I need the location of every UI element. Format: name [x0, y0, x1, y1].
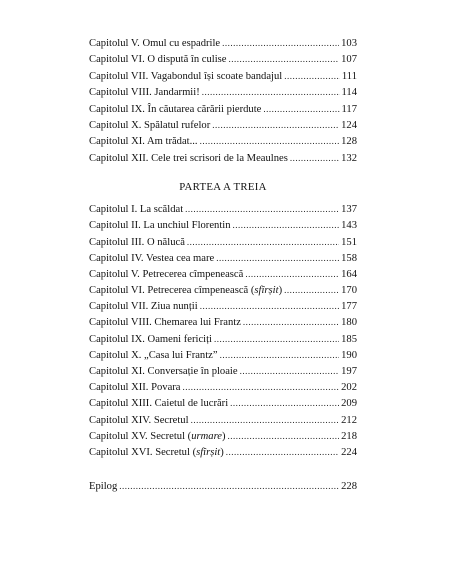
leader-dots: [216, 250, 339, 266]
leader-dots: [263, 101, 339, 117]
toc-entry: [89, 379, 357, 395]
toc-section-epilog: [89, 478, 357, 494]
toc-entry-title: Capitolul VI. Petrecerea cîmpenească (sfîrșit): [89, 285, 283, 297]
toc-entry: [89, 266, 357, 282]
leader-dots: [233, 217, 340, 233]
toc-entry-title: Capitolul XII. Povara: [89, 382, 181, 394]
toc-entry-page: 103: [341, 38, 357, 49]
toc-entry-page: 107: [341, 54, 357, 66]
leader-dots: [230, 395, 339, 411]
toc-entry-title: Capitolul V. Petrecerea cîmpenească: [89, 268, 244, 280]
leader-dots: [214, 331, 339, 347]
leader-dots: [187, 234, 339, 250]
toc-entry: [89, 234, 357, 250]
toc-entry-title: Capitolul XV. Secretul (urmare): [89, 430, 226, 442]
toc-entry: [89, 444, 357, 460]
toc-entry-title: Capitolul VIII. Jandarmii!: [89, 87, 200, 99]
leader-dots: [245, 266, 339, 282]
toc-entry: [89, 133, 357, 149]
toc-entry-title: Capitolul I. La scăldat: [89, 204, 184, 216]
toc-entry-page: 209: [341, 398, 357, 410]
toc-entry-page: 151: [341, 236, 357, 248]
toc-entry-title: Capitolul XIII. Caietul de lucrări: [89, 398, 229, 410]
toc-entry: [89, 363, 357, 379]
toc-entry-title: Capitolul VIII. Chemarea lui Frantz: [89, 317, 241, 329]
toc-entry-title: Capitolul VI. O dispută în culise: [89, 54, 227, 66]
toc-entry-title: Epilog: [89, 481, 118, 493]
toc-entry: [89, 347, 357, 363]
leader-dots: [119, 478, 339, 494]
leader-dots: [220, 347, 340, 363]
toc-entry-page: 137: [341, 204, 357, 216]
toc-entry-page: 124: [341, 119, 357, 131]
toc-entry-page: 164: [341, 268, 357, 280]
toc-entry-page: 143: [341, 220, 357, 232]
leader-dots: [284, 282, 339, 298]
toc-entry: [89, 35, 357, 51]
toc-entry: [89, 412, 357, 428]
toc-entry-page: 197: [341, 366, 357, 377]
toc-entry: [89, 217, 357, 233]
toc-entry: [89, 298, 357, 314]
toc-entry-page: 111: [341, 70, 357, 82]
leader-dots: [243, 314, 339, 330]
toc-entry-title: Capitolul IX. Oameni fericiți: [89, 333, 212, 345]
toc-entry-page: 190: [341, 349, 357, 361]
toc-entry: [89, 150, 357, 166]
leader-dots: [240, 363, 340, 379]
toc-entry-page: 177: [341, 301, 357, 313]
toc-entry: [89, 117, 357, 133]
toc-entry-page: 114: [341, 87, 357, 99]
table-of-contents: [89, 35, 357, 495]
leader-dots: [226, 444, 339, 460]
toc-entry-title: Capitolul X. „Casa lui Frantz”: [89, 349, 218, 361]
toc-entry-page: 185: [341, 333, 357, 345]
toc-entry-page: 224: [341, 446, 357, 458]
leader-dots: [183, 379, 340, 395]
toc-entry-page: 202: [341, 382, 357, 394]
toc-entry: [89, 201, 357, 217]
toc-entry-title: Capitolul V. Omul cu espadrile: [89, 38, 221, 49]
toc-entry-title: Capitolul XII. Cele trei scrisori de la Meaulnes: [89, 152, 288, 164]
toc-entry-title: Capitolul II. La unchiul Florentin: [89, 220, 231, 232]
toc-entry-title: Capitolul IX. În căutarea cărării pierdute: [89, 103, 262, 115]
toc-entry-title: Capitolul XVI. Secretul (sfîrșit): [89, 446, 224, 458]
leader-dots: [229, 51, 340, 67]
toc-entry: [89, 395, 357, 411]
toc-entry-title: Capitolul XI. Am trădat...: [89, 136, 198, 148]
toc-entry: [89, 101, 357, 117]
leader-dots: [290, 150, 339, 166]
toc-section-part-three: [89, 201, 357, 460]
toc-entry: [89, 68, 357, 84]
toc-entry: [89, 84, 357, 100]
toc-entry: [89, 428, 357, 444]
toc-entry-page: 170: [341, 285, 357, 297]
leader-dots: [200, 298, 339, 314]
toc-entry-title: Capitolul VII. Vagabondul își scoate bandajul: [89, 70, 283, 82]
toc-entry-title: Capitolul XIV. Secretul: [89, 414, 189, 426]
toc-entry-title: Capitolul XI. Conversație în ploaie: [89, 366, 238, 377]
leader-dots: [202, 84, 340, 100]
part-heading: PARTEA A TREIA: [179, 181, 267, 194]
leader-dots: [228, 428, 340, 444]
toc-entry-title: Capitolul IV. Vestea cea mare: [89, 252, 215, 264]
leader-dots: [284, 68, 340, 84]
toc-entry-page: 128: [341, 136, 357, 148]
toc-entry-page: 180: [341, 317, 357, 329]
toc-entry-page: 228: [341, 481, 357, 493]
toc-entry: [89, 51, 357, 67]
toc-entry-title: Capitolul VII. Ziua nunții: [89, 301, 198, 313]
toc-entry-page: 218: [341, 430, 357, 442]
toc-entry-page: 117: [341, 103, 357, 115]
toc-entry: [89, 282, 357, 298]
toc-section-part-two-tail: [89, 35, 357, 166]
toc-entry: [89, 314, 357, 330]
leader-dots: [200, 133, 340, 149]
toc-entry-page: 132: [341, 152, 357, 164]
leader-dots: [191, 412, 340, 428]
toc-entry-page: 158: [341, 252, 357, 264]
toc-entry-page: 212: [341, 414, 357, 426]
toc-entry: [89, 250, 357, 266]
toc-entry: [89, 331, 357, 347]
leader-dots: [185, 201, 339, 217]
toc-entry-title: Capitolul X. Spălatul rufelor: [89, 119, 211, 131]
toc-entry-title: Capitolul III. O nălucă: [89, 236, 185, 248]
leader-dots: [222, 35, 339, 51]
toc-entry-epilog: [89, 478, 357, 494]
leader-dots: [212, 117, 339, 133]
